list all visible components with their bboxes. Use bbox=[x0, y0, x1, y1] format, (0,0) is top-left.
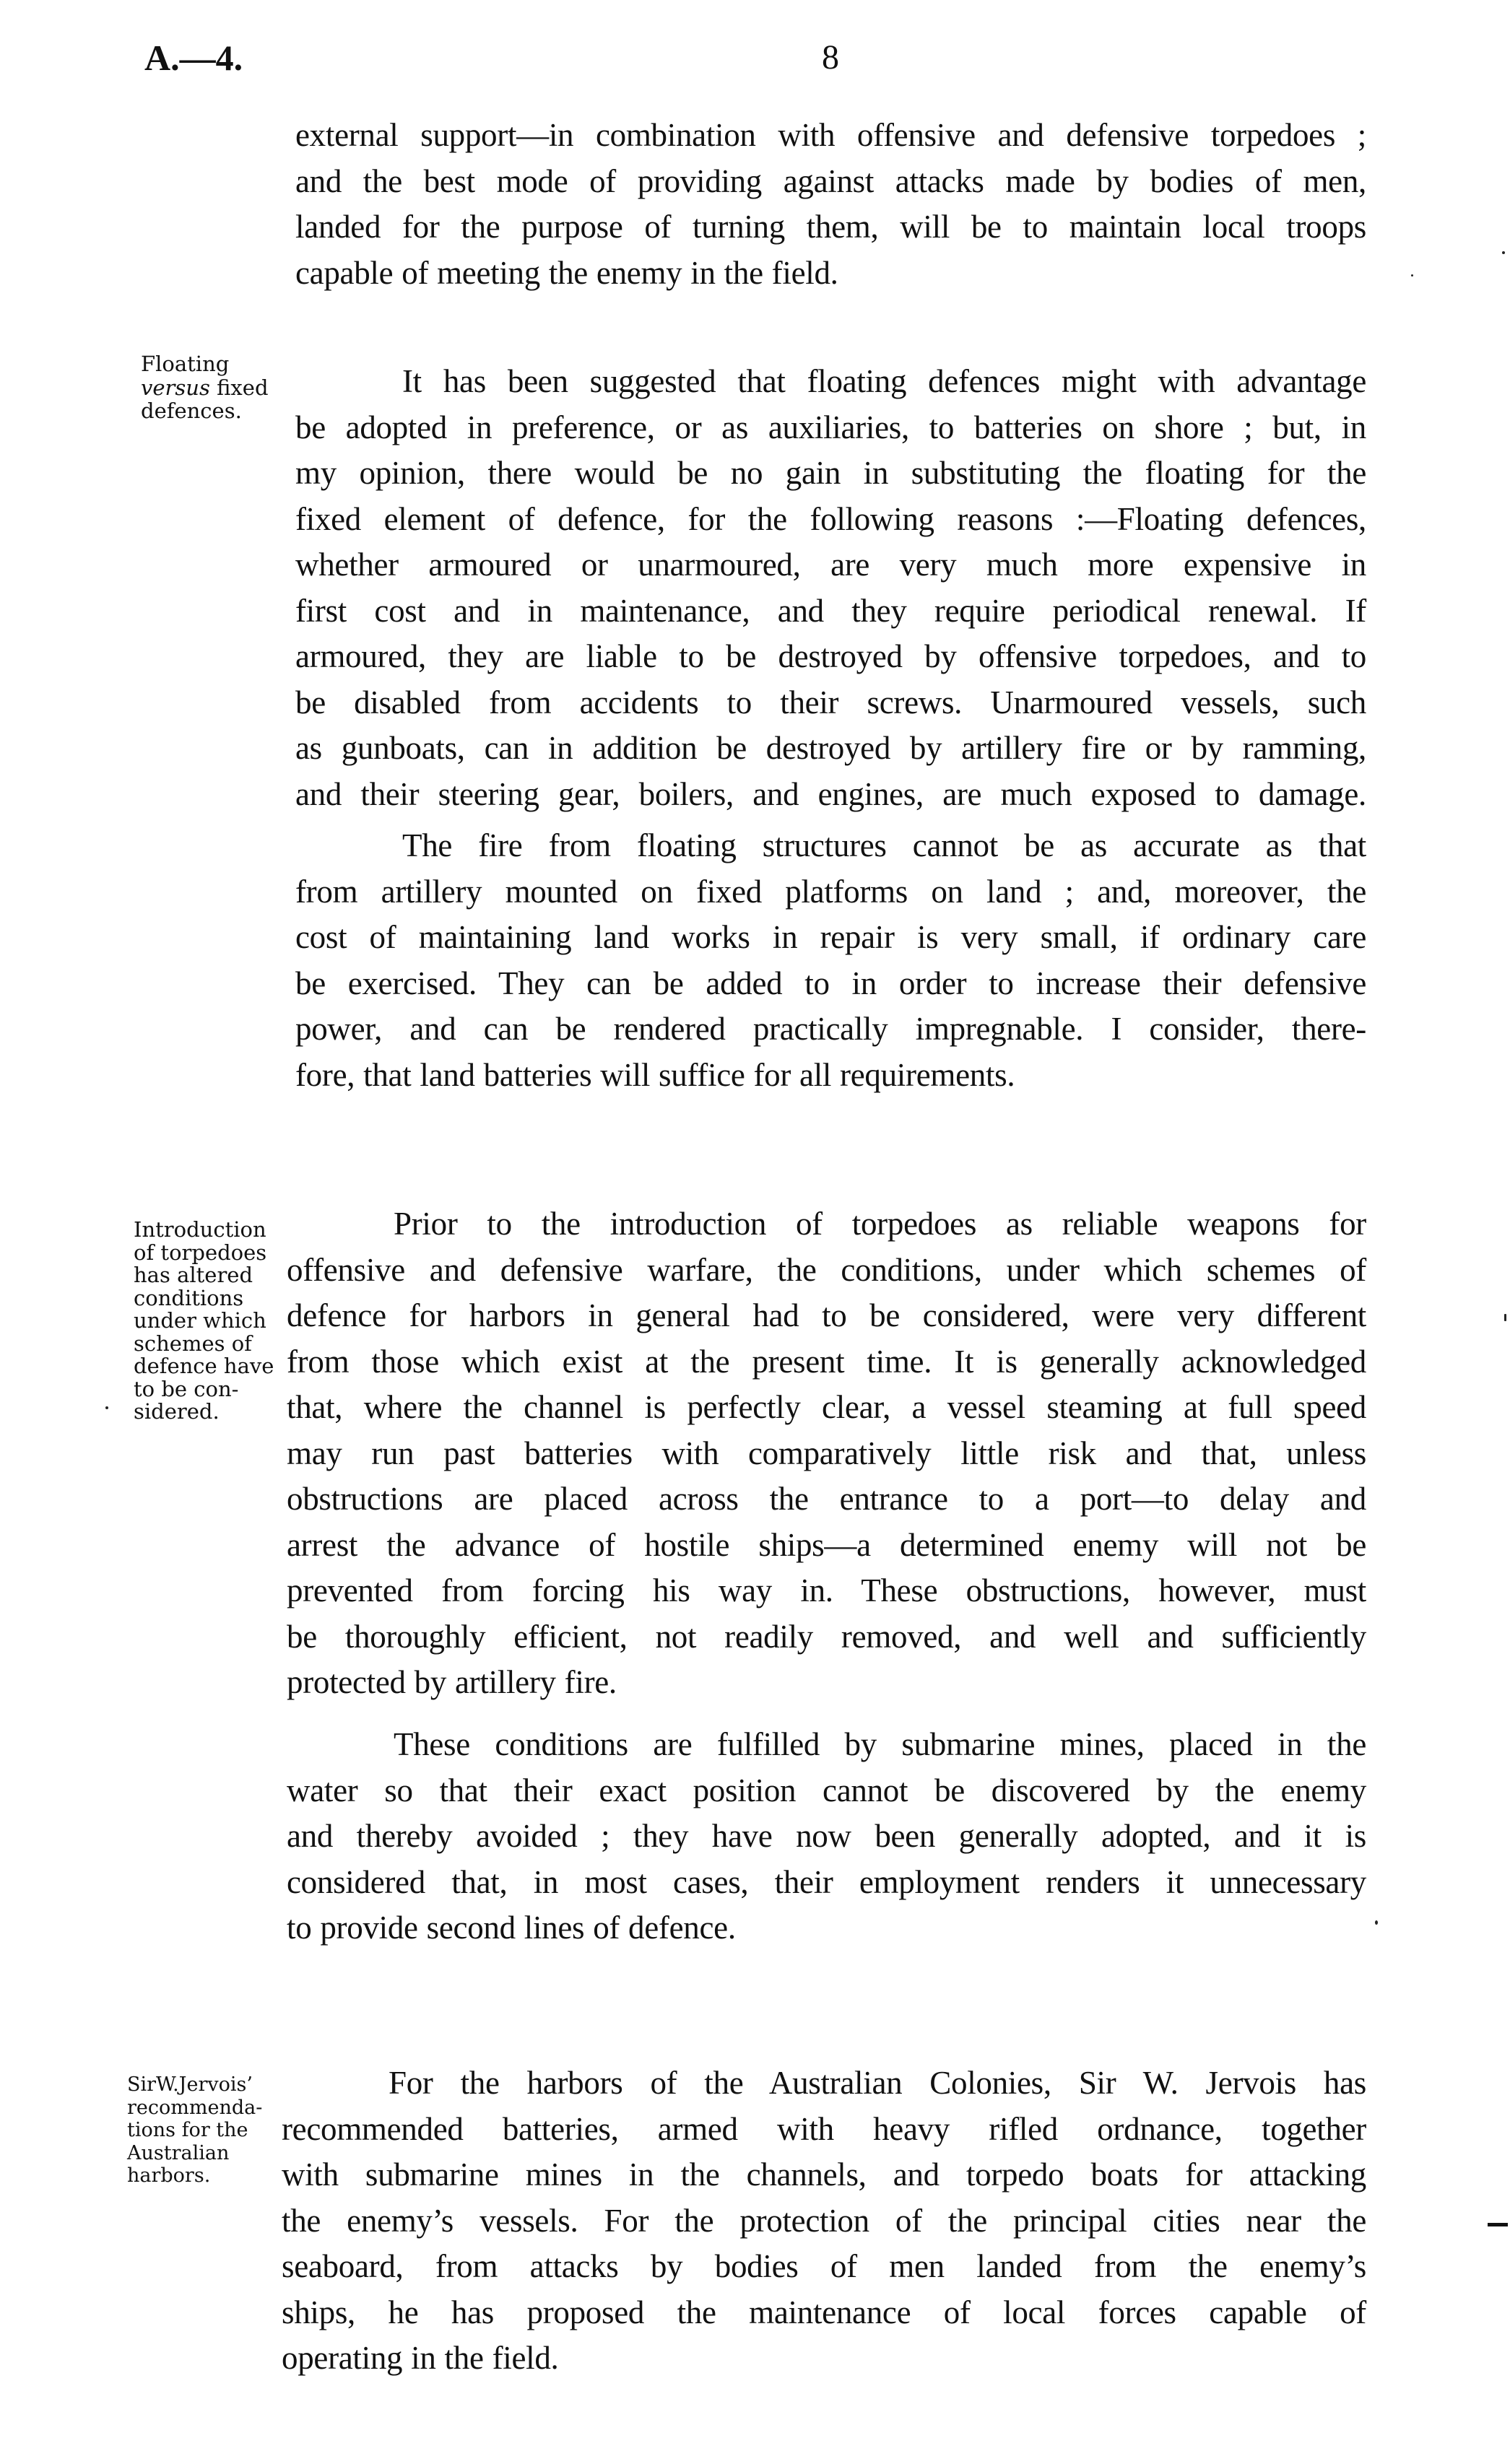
scan-speck bbox=[1502, 251, 1505, 254]
text-line: first cost and in maintenance, and they require periodical renewal. If bbox=[295, 592, 1366, 629]
paragraph-australian-harbors bbox=[282, 2060, 1366, 2382]
margin-note-line: harbors. bbox=[127, 2164, 211, 2187]
text-line: and their steering gear, boilers, and engines, are much exposed to damage. bbox=[295, 775, 1366, 812]
text-line: protected by artillery fire. bbox=[287, 1664, 617, 1700]
paragraph-continuation bbox=[295, 113, 1366, 296]
margin-note-line: conditions bbox=[134, 1285, 244, 1310]
text-line: landed for the purpose of turning them, will be to maintain local troops bbox=[295, 209, 1366, 245]
page-number: 8 bbox=[822, 38, 839, 77]
text-line: fixed element of defence, for the following reasons :—Floating defences, bbox=[295, 500, 1366, 537]
text-line: may run past batteries with comparatively little risk and that, unless bbox=[287, 1435, 1366, 1471]
scan-speck bbox=[1375, 1920, 1378, 1925]
text-line: whether armoured or unarmoured, are very much more expensive in bbox=[295, 547, 1366, 583]
margin-note-line: defence have bbox=[134, 1354, 274, 1378]
text-line: from those which exist at the present time. It is generally acknowledged bbox=[287, 1343, 1366, 1380]
margin-note-line: tions for the bbox=[127, 2119, 248, 2141]
margin-note-line: schemes of bbox=[134, 1331, 252, 1356]
margin-note-line: to be con- bbox=[134, 1376, 239, 1401]
margin-note-line: Australian bbox=[127, 2141, 230, 2164]
margin-note-line: recommenda- bbox=[127, 2096, 263, 2119]
paragraph-floating-defences bbox=[295, 359, 1366, 817]
document-reference: A.—4. bbox=[144, 38, 243, 78]
margin-note-line: Introduction bbox=[134, 1217, 266, 1242]
margin-note-introduction-of-torpedoes bbox=[134, 1219, 274, 1424]
text-line: the enemy’s vessels. For the protection of the principal cities near the bbox=[282, 2202, 1366, 2239]
margin-note-line: sidered. bbox=[134, 1399, 220, 1424]
text-line: capable of meeting the enemy in the field. bbox=[295, 254, 838, 291]
text-line: The fire from floating structures cannot be as accurate as that bbox=[402, 827, 1366, 863]
text-line: be thoroughly efficient, not readily removed, and well and sufficiently bbox=[287, 1618, 1366, 1655]
paragraph-fire-accuracy bbox=[295, 823, 1366, 1098]
text-line: It has been suggested that floating defences might with advantage bbox=[402, 363, 1366, 399]
text-line: and the best mode of providing against attacks made by bodies of men, bbox=[295, 162, 1366, 199]
text-line: defence for harbors in general had to be considered, were very different bbox=[287, 1297, 1366, 1333]
text-line: prevented from forcing his way in. These obstructions, however, must bbox=[287, 1572, 1366, 1608]
text-line: These conditions are fulfilled by submarine mines, placed in the bbox=[394, 1726, 1366, 1762]
margin-note-line bbox=[141, 376, 269, 400]
paragraph-submarine-mines bbox=[287, 1722, 1366, 1951]
text-line: considered that, in most cases, their employment renders it unnecessary bbox=[287, 1863, 1366, 1900]
text-line: my opinion, there would be no gain in substituting the floating for the bbox=[295, 455, 1366, 491]
text-line: For the harbors of the Australian Colonies, Sir W. Jervois has bbox=[389, 2065, 1366, 2101]
margin-note-line: of torpedoes bbox=[134, 1240, 267, 1265]
text-line: water so that their exact position cannot be discovered by the enemy bbox=[287, 1772, 1366, 1808]
text-line: with submarine mines in the channels, and torpedo boats for attacking bbox=[282, 2156, 1366, 2193]
text-line: cost of maintaining land works in repair is very small, if ordinary care bbox=[295, 919, 1366, 955]
italic-term: versus bbox=[141, 375, 210, 400]
text-line: and thereby avoided ; they have now been generally adopted, and it is bbox=[287, 1818, 1366, 1854]
text-line: recommended batteries, armed with heavy rifled ordnance, together bbox=[282, 2110, 1366, 2147]
text-line: arrest the advance of hostile ships—a determined enemy will not be bbox=[287, 1526, 1366, 1563]
text-line: be disabled from accidents to their screws. Unarmoured vessels, such bbox=[295, 684, 1366, 721]
margin-note-floating-versus-fixed bbox=[141, 352, 269, 423]
text-line: be adopted in preference, or as auxiliaries, to batteries on shore ; but, in bbox=[295, 409, 1366, 445]
text-line: fore, that land batteries will suffice for all requirements. bbox=[295, 1056, 1015, 1093]
text-line: as gunboats, can in addition be destroyed by artillery fire or by ramming, bbox=[295, 730, 1366, 766]
text-line: external support—in combination with offensive and defensive torpedoes ; bbox=[295, 117, 1366, 153]
text-line: ships, he has proposed the maintenance of local forces capable of bbox=[282, 2294, 1366, 2330]
text-line: power, and can be rendered practically impregnable. I consider, there- bbox=[295, 1011, 1366, 1047]
text-line: Prior to the introduction of torpedoes as reliable weapons for bbox=[394, 1206, 1366, 1242]
margin-dash-mark bbox=[1488, 2223, 1508, 2226]
text-line: offensive and defensive warfare, the conditions, under which schemes of bbox=[287, 1251, 1366, 1288]
text-line: be exercised. They can be added to in order to increase their defensive bbox=[295, 965, 1366, 1001]
paragraph-prior-to-torpedoes bbox=[287, 1201, 1366, 1706]
margin-note-line: SirW.Jervois’ bbox=[127, 2073, 253, 2096]
margin-note-line: has altered bbox=[134, 1263, 253, 1287]
text-line: seaboard, from attacks by bodies of men landed from the enemy’s bbox=[282, 2248, 1366, 2284]
text-line: operating in the field. bbox=[282, 2340, 559, 2376]
text-line: to provide second lines of defence. bbox=[287, 1910, 736, 1946]
margin-note-text: fixed bbox=[209, 375, 269, 400]
text-line: armoured, they are liable to be destroyed by offensive torpedoes, and to bbox=[295, 638, 1366, 674]
margin-note-line: under which bbox=[134, 1308, 266, 1333]
scan-speck bbox=[1504, 1314, 1506, 1321]
margin-note-line: defences. bbox=[141, 399, 242, 423]
text-line: obstructions are placed across the entrance to a port—to delay and bbox=[287, 1481, 1366, 1517]
scan-speck bbox=[105, 1406, 108, 1409]
text-line: from artillery mounted on fixed platforms on land ; and, moreover, the bbox=[295, 873, 1366, 910]
margin-note-line: Floating bbox=[141, 352, 230, 376]
text-line: that, where the channel is perfectly clear, a vessel steaming at full speed bbox=[287, 1389, 1366, 1425]
scan-speck bbox=[1411, 274, 1413, 277]
margin-note-jervois-recommendations bbox=[127, 2073, 262, 2187]
